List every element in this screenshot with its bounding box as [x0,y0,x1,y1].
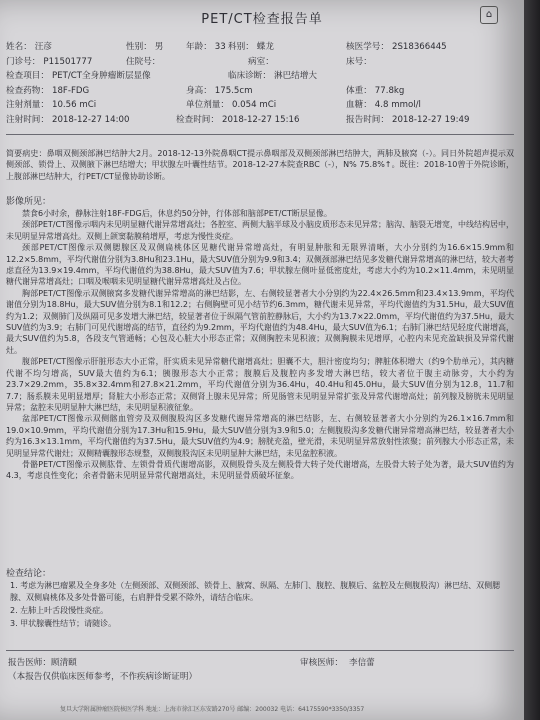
conclusion-title: 检查结论： [6,569,52,579]
findings-section [6,208,514,482]
findings-paragraph: 盆部PET/CT图像示双侧髂血管旁及双侧腹股沟区多发糖代谢异常增高的淋巴结影，左、右侧较显著者大小分别约为26.1×16.7mm和19.0×10.9mm，平均代谢值分别为17.3Hu和15.9Hu，最大SUV值分别为3.9和5.0；左侧腹股沟多发糖代谢异常增高淋巴结，较显著者大小约为16.3×13.1mm，平均代谢值约为37.5Hu，最大SUV值约为4.9；膀胱充盈，壁光滑，未见明显异常放射性浓聚；前列腺大小形态正常，未见明显异常代谢灶；双侧精囊腺形态规整，双侧腹股沟区未见明显肿大淋巴结，未见盆腔积液。 [6,414,514,458]
inpatient-no-field: 住院号： [126,56,161,67]
disclaimer-note: （本报告仅供临床医师参考，不作疾病诊断证明） [8,672,198,682]
height-field: 身高： 175.5cm [186,85,253,96]
reporter-field: 报告医师：顾清頤 [8,658,77,668]
report-time-field: 报告时间： 2018-12-27 19:49 [346,114,470,125]
findings-paragraph: 腹部PET/CT图像示肝脏形态大小正常，肝实质未见异常糖代谢增高灶；胆囊不大，胆汁密度均匀；脾脏体积增大（约9个肋单元），其内糖代谢不均匀增高，SUV最大值约为6.1；胰腺形态大小正常；腹膜后及腹腔内多发增大淋巴结，较大者位于腹主动脉旁，大小约为23.7×29.2mm，35.8×32.4mm和27.8×21.2mm，平均代谢值分别为36.4Hu，40.4Hu和45.0Hu，最大SUV值分别为12.8，11.7和7.7；肠系膜未见明显增厚；肾脏大小形态正常；双侧肾上腺未见异常；所见肠管未见明显异常扩张及异常代谢增高灶；前列腺及膀胱未见明显异常；盆腔未见明显肿大淋巴结，未见明显积液征象。 [6,357,514,412]
diagnosis-field: 临床诊断： 淋巴结增大 [228,71,317,81]
info-row-6 [6,113,518,128]
document-corner-icon: ⌂ [480,6,498,24]
findings-paragraph: 骨骼PET/CT图像示双侧肱骨、左锁骨骨质代谢增高影，双侧股骨头及左侧股骨大转子处代谢增高，左股骨大转子处为著，最大SUV值约为4.3，考虑良性变化；余者骨骼未见明显异常代谢增高灶，未见明显骨质破坏征象。 [6,459,514,481]
findings-paragraph: 禁食6小时余，静脉注射18F-FDG后，休息约50分钟，行体部和脑部PET/CT断层显像。 [22,209,332,218]
ward-field: 病室： [248,56,274,67]
conclusion-item: 1. 考虑为淋巴瘤累及全身多处（左侧颈部、双侧颈部、锁骨上、腋窝、纵隔、左肺门、腹腔、腹膜后、盆腔及左侧腹股沟）淋巴结、双侧腮腺、双侧扁桃体及多处骨骼可能，右肩胛骨受累不除外，请结合临床。 [10,581,501,602]
patient-info-block [6,40,518,127]
report-title: PET/CT检查报告单 [201,12,323,27]
history-text: 简要病史：鼻咽双侧颈部淋巴结肿大2月。2018-12-13外院鼻咽CT提示鼻咽部及双侧颈部淋巴结肿大，两肺及腋窝（-）。同日外院超声提示双侧颈部、锁骨上、双侧腋下淋巴结增大；甲状腺左叶囊性结节。2018-12-27本院查RBC（-），N% 75.8%↑。既往：2018-10曾于外院诊断，上腹部淋巴结肿大，行PET/CT显像协助诊断。 [6,149,514,181]
binder-edge [524,0,540,720]
info-row-2 [6,55,518,70]
weight-field: 体重： 77.8kg [346,85,405,96]
info-row-1 [6,40,518,55]
name-field: 姓名： 汪彦 [6,42,52,52]
drug-field: 检查药物： 18F-FDG [6,85,90,96]
info-row-5 [6,98,518,113]
unit-dose-field: 单位剂量： 0.054 mCi [186,100,277,110]
scan-time-field: 检查时间： 2018-12-27 15:16 [176,114,300,125]
divider-top [6,134,514,135]
findings-paragraph: 颈部PET/CT图像示双侧腮腺区及双侧扁桃体区见糖代谢异常增高灶，有明显肿胀和无限界清晰，大小分别约为16.6×15.9mm和12.2×5.8mm，平均代谢值分别为3.8Hu和23.1Hu，最大SUV值分别为9.9和3.4；双侧颈部淋巴结见多发糖代谢异常增高的淋巴结，较大者考虑直径为13.9×19.4mm，平均代谢值约为38.8Hu，最大SUV值为7.6；甲状腺左侧叶显低密度灶，考虑大小约为10.2×11.4mm，未见明显糖代谢异常增高灶；口咽及喉咽未见明显糖代谢异常增高灶及占位。 [6,243,514,287]
clinic-no-field: 门诊号： P11501777 [6,56,93,67]
glucose-field: 血糖： 4.8 mmol/l [346,100,421,110]
inject-time-field: 注射时间： 2018-12-27 14:00 [6,114,130,125]
exam-item-field: 检查项目： PET/CT全身肿瘤断层显像 [6,71,151,81]
conclusion-item: 2. 左肺上叶舌段慢性炎症。 [10,606,109,615]
info-row-4 [6,84,518,99]
bed-field: 床号： [346,56,372,67]
age-field: 年龄： 33 [186,42,226,52]
sex-field: 性别： 男 [126,42,164,52]
conclusion-item: 3. 甲状腺囊性结节；请随诊。 [10,619,117,628]
findings-paragraph: 胸部PET/CT图像示双侧腋窝多发糖代谢异常增高的淋巴结影，左、右侧较显著者大小分别约为22.4×26.5mm和23.4×13.9mm，平均代谢值分别为18.8Hu，最大SUV值分别为8.1和12.2；右侧胸壁可见小结节约6.3mm，糖代谢未见异常，平均代谢值约为31.5Hu，最大SUV值约为1.2；双侧肺门及纵隔可见多发增大淋巴结，较显著者位于纵隔气管前腔静脉后，大小约为13.7×22.0mm，平均代谢值约为37.5Hu，最大SUV值约为3.9；右肺门可见代谢增高的结节，直径约为9.2mm，平均代谢值约为48.4Hu，最大SUV值为6.1；右肺门淋巴结见轻度代谢增高，最大SUV值约为5.8，各段支气管通畅；心包及心脏大小形态正常；双侧胸腔未见积液；双侧胸膜未见增厚，心腔内未见充盈缺损及异常代谢灶。 [6,288,514,355]
history-section [6,148,514,182]
findings-title: 影像所见： [6,197,52,207]
dept-field: 科别： 蝶龙 [228,42,274,52]
divider-bottom [6,650,514,651]
dose-field: 注射剂量： 10.56 mCi [6,100,97,110]
hospital-address: 复旦大学附属肿瘤医院核医学科 地址：上海市徐汇区东安路270号 邮编：200032 电话：64175590*3350/3357 [60,706,365,713]
exam-no-field: 核医学号： 2S18366445 [346,42,447,52]
conclusion-section [10,580,510,631]
findings-paragraph: 颈部PET/CT图像示咽内未见明显糖代谢异常增高灶；各腔室、两侧大脑半球及小脑皮质形态未见异常；脑沟、脑裂无增宽，中线结构居中，未见明显异常增高灶。双侧上颌窦黏膜稍增厚，考虑为慢性炎症。 [6,220,514,241]
auditor-field: 审核医师： 李信蕾 [300,658,375,668]
info-row-3 [6,69,518,84]
